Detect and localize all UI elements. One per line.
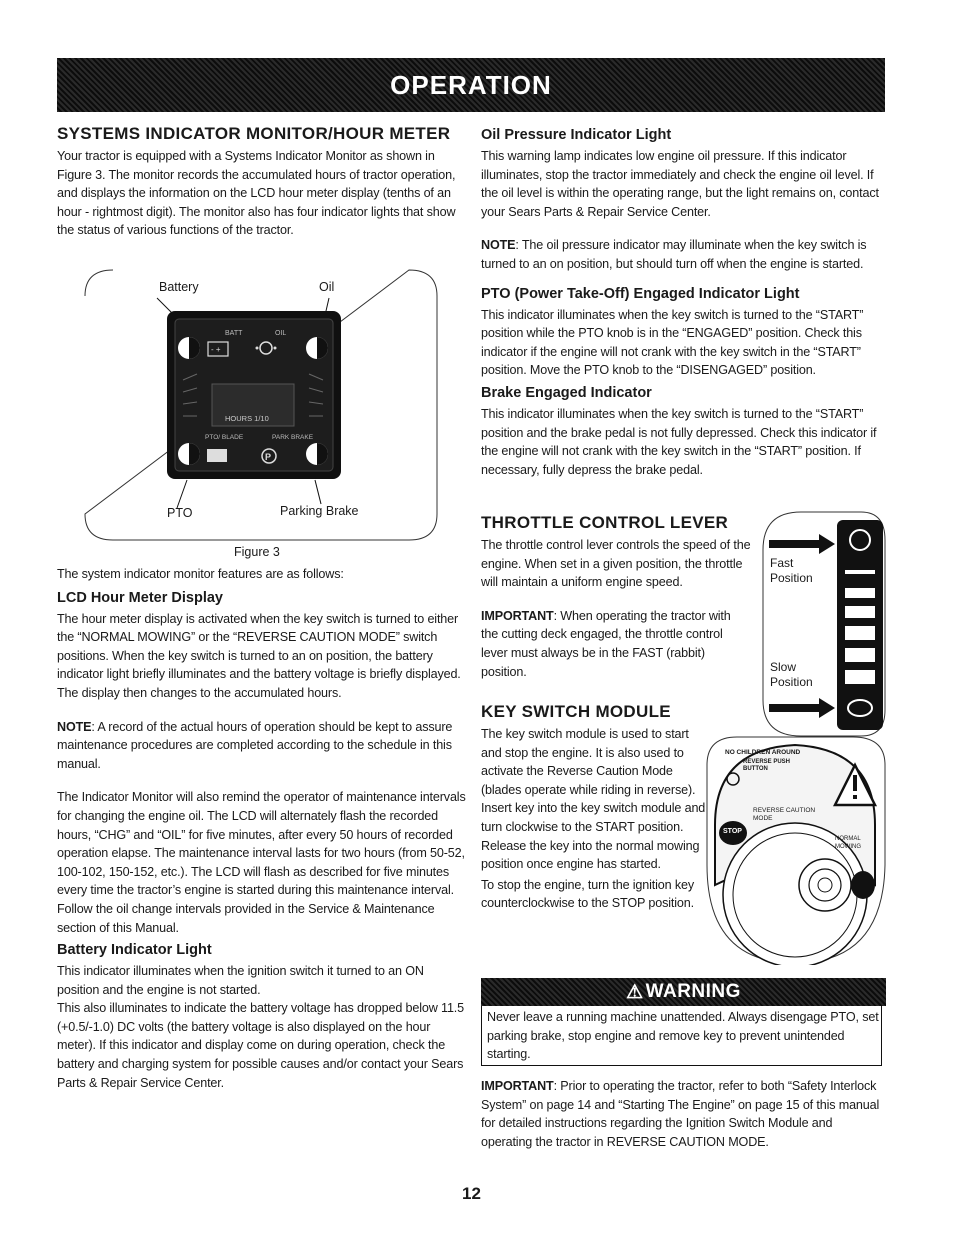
key-switch-heading: KEY SWITCH MODULE [481,702,671,721]
warning-banner [481,978,886,1006]
important-label: IMPORTANT [481,608,554,623]
throttle-illustration [761,510,887,738]
brake-text: This indicator illuminates when the key switch is turned to the “START” position and the brake pedal is not fully depressed. Check this indicator if the engine will not crank with the key switch in the “START” position. If necessary, fully depress the brake pedal. [481,406,877,477]
panel-hours-label: HOURS 1/10 [225,414,269,423]
oil-label: Oil [319,280,335,294]
lcd-text: The hour meter display is activated when the key switch is turned to either the “NORMAL MOWING” or the “REVERSE CAUTION MODE” switch positions. When the key switch is turned to an on position, the battery indicator light briefly illuminates and the battery voltage is briefly displayed. The display then changes to the accumulated hours. [57,611,461,700]
slow-position-label: Slow Position [770,660,813,689]
svg-text:- +: - + [211,345,221,354]
pto-label: PTO [167,506,193,520]
brake-heading: Brake Engaged Indicator [481,384,652,401]
section-banner [57,58,885,112]
throttle-text: The throttle control lever controls the speed of the engine. When set in a given position, the throttle will maintain a uniform engine speed. [481,538,751,590]
normal-mowing-label: NORMAL MOWING [835,836,861,850]
monitor-illustration [79,268,441,544]
pto-heading: PTO (Power Take-Off) Engaged Indicator Light [481,285,800,302]
lcd-heading: LCD Hour Meter Display [57,589,223,606]
throttle-important-text: : When operating the tractor with the cutting deck engaged, the throttle control lever must always be in the FAST (rabbit) position. [481,608,731,679]
note-text: : A record of the actual hours of operation should be kept to assure maintenance procedures are completed according to the schedule in this manual. [57,719,453,771]
throttle-important [481,607,751,681]
panel-pto-label: PTO/ BLADE [205,434,244,441]
systems-monitor-heading: SYSTEMS INDICATOR MONITOR/HOUR METER [57,124,451,143]
battery-text-1: This indicator illuminates when the ignition switch it turned to an ON position and the engine is not started. [57,964,424,997]
throttle-figure [761,510,887,738]
reverse-caution-label: REVERSE CAUTION MODE [753,807,816,822]
throttle-heading: THROTTLE CONTROL LEVER [481,513,729,532]
oil-note-text: : The oil pressure indicator may illuminate when the key switch is turned to an on position, but should turn off when the engine is started. [481,238,867,271]
important-paragraph [481,1077,886,1151]
warning-text: Never leave a running machine unattended. Always disengage PTO, set parking brake, stop engine and remove key to prevent unintended starting. [487,1010,879,1062]
remind-text: The Indicator Monitor will also remind the operator of maintenance intervals for changing the engine oil. The LCD will alternately flash the recorded hours, “CHG” and “OIL” for five minutes, after every 50 hours of recorded operation elapse. The maintenance interval lasts for two hours (from 50-52, 100-102, 150-152, etc.). The LCD will flash as described for five minutes every time the tractor’s engine is started during this maintenance interval. Follow the oil change intervals provided in the Service & Maintenance section of this Manual. [57,790,466,935]
right-column [481,126,886,479]
battery-text-2: This also illuminates to indicate the battery voltage has dropped below 11.5 (+0.5/-1.0) DC volts (the battery voltage is also displayed on the hour meter). If this indicator and display come on during operation, check the battery and charging system for possible causes and/or contact your Sears Parts & Repair Service Center. [57,1001,465,1090]
figure-caption: Figure 3 [234,545,280,559]
pto-text: This indicator illuminates when the key switch is turned to the “START” position while the PTO knob is in the “ENGAGED” position. Check this indicator if the engine will not crank with the key switch in the “START” position. Move the PTO knob to the “DISENGAGED” position. [481,307,864,378]
oil-note-label: NOTE [481,238,516,253]
fast-position-label: Fast Position [770,556,813,585]
important-section [481,1077,886,1151]
note-label: NOTE [57,719,92,734]
key-switch-figure [703,735,887,965]
left-column [57,124,467,240]
left-column-lower [57,565,467,1092]
features-intro: The system indicator monitor features are as follows: [57,567,344,581]
oil-text: This warning lamp indicates low engine oil pressure. If this indicator illuminates, stop the tractor immediately and check the engine oil level. If the oil level is within the operating range, but the light remains on, contact your Sears Parts & Repair Service Center. [481,149,879,219]
stop-label: STOP [723,828,742,835]
key-switch-section [481,702,711,913]
systems-monitor-intro: Your tractor is equipped with a Systems Indicator Monitor as shown in Figure 3. The monitor records the accumulated hours of tractor operation, and displays the information on the LCD hour meter display (tenths of an hour - rightmost digit). The monitor also has four indicator lights that show the status of various functions of the tractor. [57,149,456,238]
no-children-label: NO CHILDREN AROUND [725,749,801,756]
page-number: 12 [462,1184,481,1203]
svg-text:P: P [265,452,272,462]
figure-3 [79,268,441,544]
section-title: OPERATION [390,69,552,100]
battery-label: Battery [159,280,199,294]
key-switch-text-2: To stop the engine, turn the ignition key counterclockwise to the STOP position. [481,877,694,911]
key-switch-text-1: The key switch module is used to start and stop the engine. It is also used to activate the Reverse Caution Mode (blades operate while riding in reverse). Insert key into the key switch module and turn clockwise to the START position. Release the key into the normal mowing position once engine has started. [481,727,706,872]
throttle-section [481,513,751,681]
warning-box [481,1006,882,1066]
panel-oil-label: OIL [275,330,287,337]
important2-text: : Prior to operating the tractor, refer to both “Safety Interlock System” on page 14 and “Starting The Engine” on page 15 of this manual for detailed instructions regarding the Ignition Switch Module and operating the tractor in REVERSE CAUTION MODE. [481,1079,880,1149]
panel-batt-label: BATT [225,330,243,337]
reverse-push-label: REVERSE PUSH [743,759,791,765]
parking-brake-label: Parking Brake [280,504,359,518]
warning-title: WARNING [645,981,741,1002]
note-paragraph [57,718,467,774]
warning-icon: ⚠ [626,981,644,1003]
oil-note [481,236,886,273]
battery-heading: Battery Indicator Light [57,942,212,959]
panel-park-label: PARK BRAKE [272,434,314,441]
important2-label: IMPORTANT [481,1079,554,1093]
oil-heading: Oil Pressure Indicator Light [481,127,672,143]
button-label: BUTTON [743,766,768,772]
